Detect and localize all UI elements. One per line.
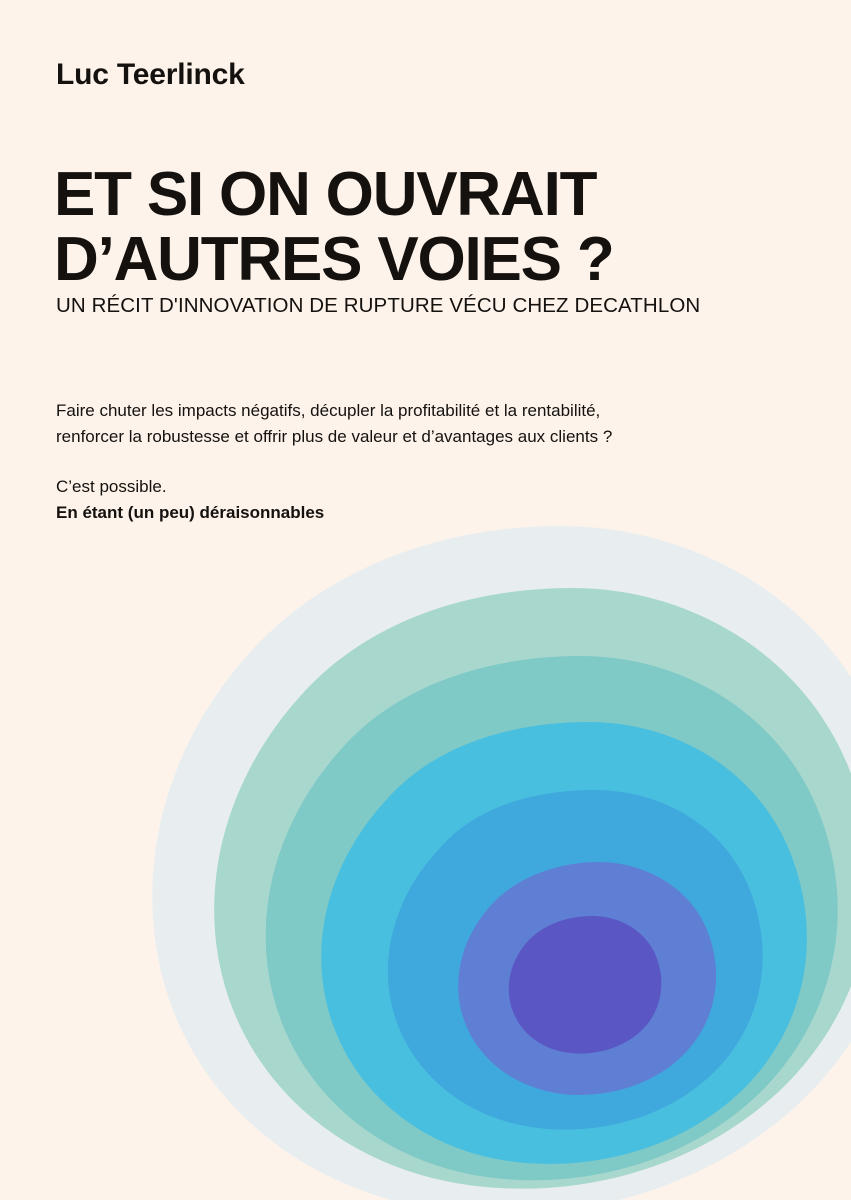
tagline-normal: C’est possible. bbox=[56, 477, 167, 496]
title-line-2: D’AUTRES VOIES ? bbox=[54, 224, 614, 294]
concentric-blob-rings bbox=[0, 430, 851, 1200]
blob-ring-5 bbox=[388, 790, 763, 1130]
tagline-strong: En étant (un peu) déraisonnables bbox=[56, 503, 325, 523]
author-name: Luc Teerlinck bbox=[56, 58, 245, 91]
blob-ring-3 bbox=[266, 656, 838, 1180]
blob-ring-1 bbox=[152, 526, 851, 1200]
blob-ring-2 bbox=[214, 588, 851, 1189]
blurb bbox=[56, 398, 756, 449]
tagline bbox=[56, 474, 756, 527]
blurb-line-1: Faire chuter les impacts négatifs, décupler la profitabilité et la rentabilité, bbox=[56, 401, 601, 420]
subtitle: UN RÉCIT D'INNOVATION DE RUPTURE VÉCU CHEZ DECATHLON bbox=[56, 294, 701, 317]
blob-ring-6 bbox=[458, 862, 716, 1095]
title-line-1: ET SI ON OUVRAIT bbox=[54, 159, 597, 229]
blob-ring-4 bbox=[321, 722, 807, 1164]
blob-core bbox=[509, 916, 662, 1054]
page-title bbox=[54, 159, 774, 294]
blurb-line-2: renforcer la robustesse et offrir plus de valeur et d’avantages aux clients ? bbox=[56, 426, 613, 446]
